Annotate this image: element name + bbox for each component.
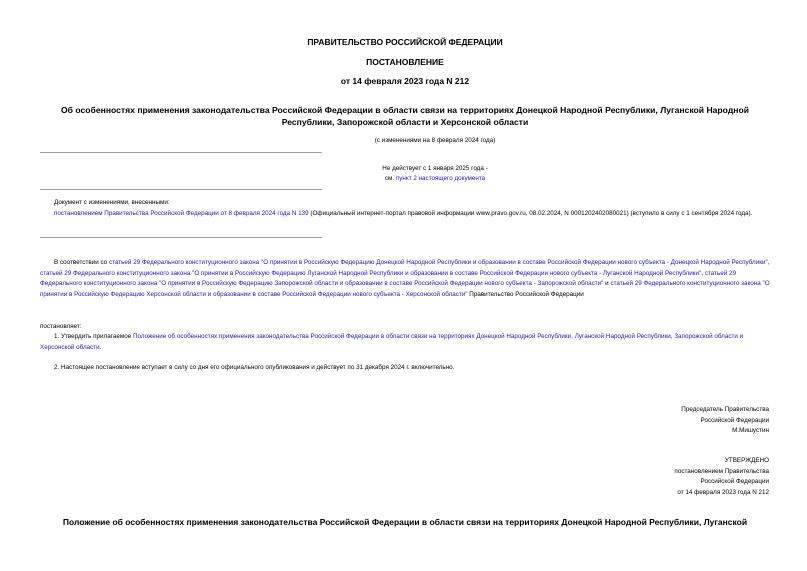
document-type: ПОСТАНОВЛЕНИЕ bbox=[366, 57, 444, 67]
regulation-link[interactable]: Положение об особенностях применения законодательства Российской Федерации в области связи на территориях Донецкой Народной Республики, Луганской Народной Республики, Запорожской области и Херсонской области bbox=[40, 333, 744, 351]
law-link-zaporozhye[interactable]: статьей 29 Федерального конституционного закона "О принятии в Российскую Федерацию Запорожской области и образовании в составе Российской Федерации нового субъекта - Запорожской области" bbox=[40, 269, 736, 287]
approved-label: УТВЕРЖДЕНО bbox=[724, 457, 769, 464]
signature-line: Председатель Правительства bbox=[681, 406, 769, 413]
divider bbox=[40, 237, 322, 238]
validity-link[interactable]: пункт 2 настоящего документа bbox=[395, 175, 486, 182]
preamble-sep: , bbox=[767, 259, 770, 266]
preamble bbox=[40, 258, 770, 300]
validity-ref-prefix: см. bbox=[384, 175, 396, 182]
item-1 bbox=[40, 332, 770, 353]
approved-block bbox=[674, 456, 769, 498]
item-2: 2. Настоящее постановление вступает в силу со дня его официального опубликования и действует по 31 декабря 2024 г. включительно. bbox=[54, 364, 455, 371]
validity-ref bbox=[300, 174, 570, 185]
changes-heading: Документ с изменениями, внесенными: bbox=[54, 199, 170, 206]
document-date-number: от 14 февраля 2023 года N 212 bbox=[340, 76, 470, 86]
divider bbox=[40, 189, 322, 190]
item-1-prefix: 1. Утвердить прилагаемое bbox=[54, 333, 133, 340]
approved-date: от 14 февраля 2023 года N 212 bbox=[677, 488, 769, 496]
resolves-label: постановляет: bbox=[40, 323, 82, 330]
item-1-suffix: . bbox=[99, 343, 102, 351]
law-link-lugansk[interactable]: статьей 29 Федерального конституционного закона "О принятии в Российскую Федерацию Луганской Народной Республики и образовании в составе Российской Федерации нового субъекта - Луганской Народной Республики" bbox=[40, 269, 702, 277]
changes-text bbox=[40, 209, 770, 220]
approved-line: постановлением Правительства bbox=[674, 467, 769, 475]
preamble-sep: и bbox=[603, 280, 611, 287]
signature-line: Российской Федерации bbox=[700, 416, 769, 424]
preamble-sep: , bbox=[701, 269, 705, 277]
regulation-title: Положение об особенностях применения законодательства Российской Федерации в области связи на территориях Донецкой Народной Республики, Луганской bbox=[62, 517, 748, 527]
divider bbox=[40, 152, 322, 153]
changes-link[interactable]: постановлением Правительства Российской Федерации от 8 февраля 2024 года N 139 bbox=[54, 209, 309, 217]
edition-note: (с изменениями на 8 февраля 2024 года) bbox=[374, 137, 496, 144]
preamble-tail: Правительство Российской Федерации bbox=[467, 290, 584, 298]
approved-line: Российской Федерации bbox=[700, 478, 769, 485]
law-link-donetsk[interactable]: статьей 29 Федерального конституционного закона "О принятии в Российскую Федерацию Донецкой Народной Республики и образовании в составе Российской Федерации нового субъекта - Донецкой Народной Республики" bbox=[108, 259, 768, 266]
changes-rest: (Официальный интернет-портал правовой информации www.pravo.gov.ru, 08.02.2024, N 0001202402080021) (вступило в силу с 1 сентября 2024 года). bbox=[308, 209, 753, 217]
document-title: Об особенностях применения законодательства Российской Федерации в области связи на территориях Донецкой Народной Республики, Луганской Народной Республики, Запорожской области и Херсонской области bbox=[61, 105, 749, 127]
validity-note: Не действует с 1 января 2025 года - bbox=[382, 165, 488, 172]
signature-name: М.Мишустин bbox=[732, 427, 769, 434]
signature-block bbox=[681, 405, 769, 437]
changes-block bbox=[40, 198, 770, 219]
preamble-lead: В соответствии со bbox=[54, 259, 109, 266]
government-heading: ПРАВИТЕЛЬСТВО РОССИЙСКОЙ ФЕДЕРАЦИИ bbox=[307, 37, 503, 47]
law-link-kherson[interactable]: статьей 29 Федерального конституционного закона "О принятии в Российскую Федерацию Херсонской области и образовании в составе Российской Федерации нового субъекта - Херсонской области" bbox=[40, 280, 770, 298]
